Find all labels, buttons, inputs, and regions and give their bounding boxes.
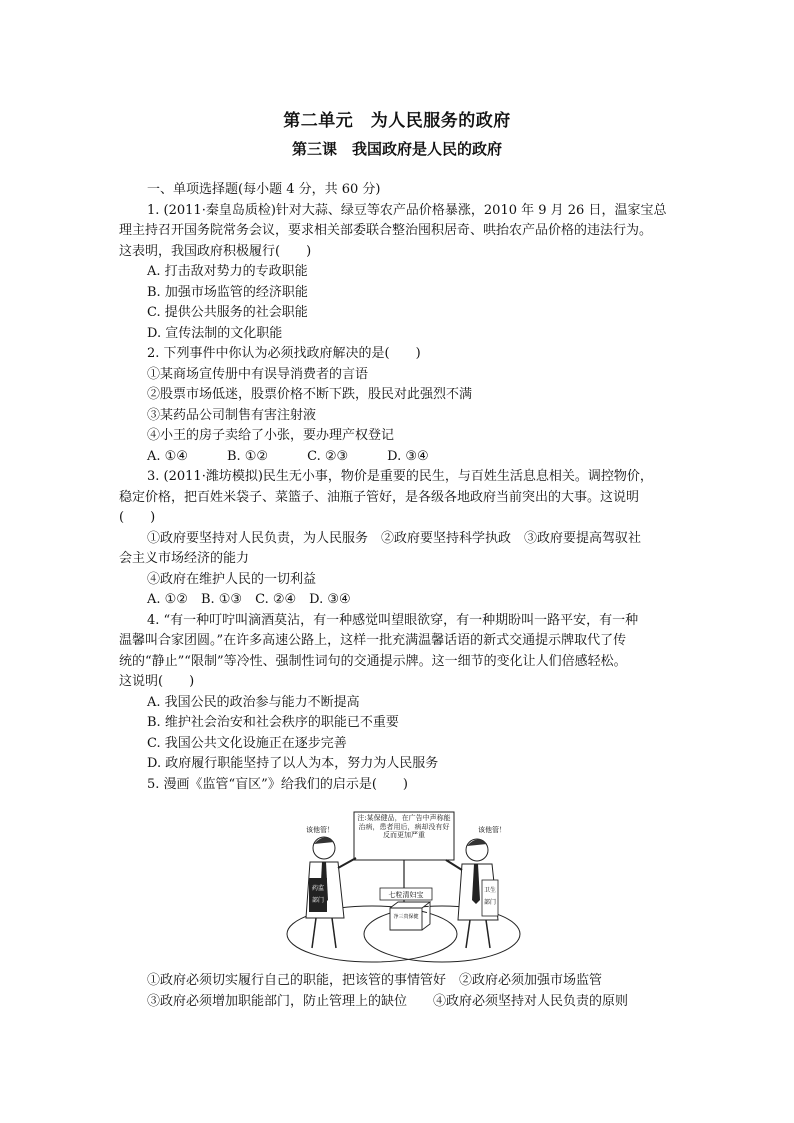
q1-option-b: B. 加强市场监管的经济职能 [147,284,308,300]
left-label-1: 药监 [311,885,325,892]
q1-stem-line: 理主持召开国务院常务会议，要求相关部委联合整治囤积居奇、哄抬农产品价格的违法行为。 [119,223,653,238]
right-speech-bubble: 该他管！ [478,826,506,834]
left-label-2: 部门 [311,897,325,904]
q3-options: A. ①② B. ①③ C. ②④ D. ③④ [147,592,351,607]
box-label: 净三贵保健 [393,914,419,920]
q4-stem-line: 4. “有一种叮咛叫滴酒莫沾，有一种感觉叫望眼欲穿，有一种期盼叫一路平安，有一种 [147,612,639,628]
left-speech-bubble: 该他管！ [306,826,334,834]
q4-stem-line: 这说明( ) [119,674,195,689]
q5-item-line: ③政府必须增加职能部门，防止管理上的缺位 ④政府必须坚持对人民负责的原则 [147,994,629,1009]
q2-stem: 2. 下列事件中你认为必须找政府解决的是( ) [147,346,421,361]
product-label: 七粒清妇宝 [388,891,424,899]
q3-item-line: ④政府在维护人民的一切利益 [147,571,317,587]
q2-options: A. ①④ B. ①② C. ②③ D. ③④ [147,448,429,464]
unit-title: 第二单元 为人民服务的政府 [283,111,511,131]
q1-stem-line: 1. (2011·秦皇岛质检)针对大蒜、绿豆等农产品价格暴涨，2010 年 9 月 26 日，温家宝总 [147,202,667,218]
q4-stem-line: 温馨叫合家团圆。”在许多高速公路上，这样一批充满温馨话语的新式交通提示牌取代了传 [119,633,627,648]
q2-item: ②股票市场低迷，股票价格不断下跌，股民对此强烈不满 [147,387,473,402]
q1-option-c: C. 提供公共服务的社会职能 [147,305,308,320]
q2-item: ③某药品公司制售有害注射液 [147,407,317,423]
q4-option-c: C. 我国公共文化设施正在逐步完善 [147,735,347,751]
q1-stem-line: 这表明，我国政府积极履行( ) [119,243,312,259]
q2-item: ①某商场宣传册中有误导消费者的言语 [147,366,369,382]
q4-option-b: B. 维护社会治安和社会秩序的职能已不重要 [147,715,399,730]
q5-items [147,970,707,1012]
q1-option-d: D. 宣传法制的文化职能 [147,325,283,341]
q5-stem: 5. 漫画《监管“盲区”》给我们的启示是( ) [147,776,408,792]
q3-item-line: 会主义市场经济的能力 [119,551,250,566]
q3-stem-line: 3. (2011·潍坊模拟)民生无小事，物价是重要的民生，与百姓生活息息相关。调控物价， [147,469,653,484]
section-heading: 一、单项选择题(每小题 4 分，共 60 分) [147,182,381,197]
cartoon-illustration [282,808,522,966]
right-label-1: 卫生 [483,887,497,894]
q4-option-d: D. 政府履行职能坚持了以人为本，努力为人民服务 [147,756,439,771]
lesson-title: 第三课 我国政府是人民的政府 [291,140,502,158]
question-body [119,180,667,795]
q5-item-line: ①政府必须切实履行自己的职能，把该管的事情管好 ②政府必须加强市场监管 [147,973,603,988]
q3-item-line: ①政府要坚持对人民负责，为人民服务 ②政府要坚持科学执政 ③政府要提高驾驭社 [147,530,642,546]
q3-stem-line: 稳定价格，把百姓米袋子、菜篮子、油瓶子管好，是各级各地政府当前突出的大事。这说明 [119,489,640,505]
q2-item: ④小王的房子卖给了小张，要办理产权登记 [147,428,395,443]
sign-text: 注:某保健品，在广告中声称能治病，患者用后，病却没有好反而更加严重 [357,814,451,839]
q3-stem-line: ( ) [119,510,156,525]
right-label-2: 部门 [483,899,497,906]
q4-stem-line: 统的“静止”“限制”等冷性、强制性词句的交通提示牌。这一细节的变化让人们倍感轻松。 [119,653,627,669]
left-official-figure [306,837,356,948]
q1-option-a: A. 打击敌对势力的专政职能 [147,264,308,279]
q4-option-a: A. 我国公民的政治参与能力不断提高 [147,694,360,710]
